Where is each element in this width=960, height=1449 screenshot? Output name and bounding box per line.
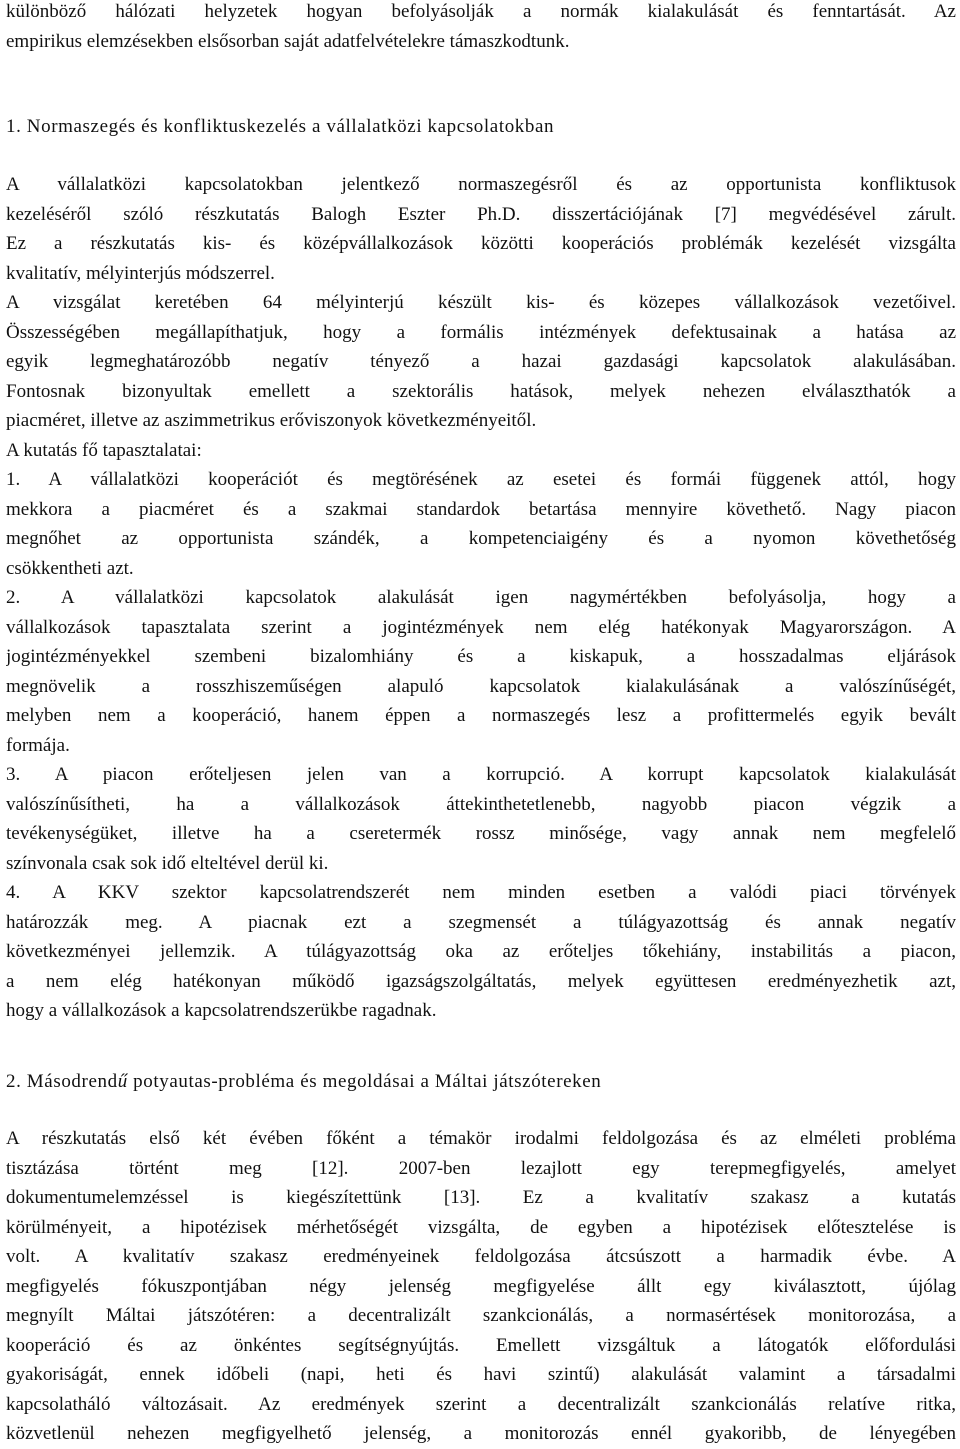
heading-text: potyautas-probléma és megoldásai a Máltai játszótereken [127, 1071, 602, 1092]
section-2-heading [6, 1067, 601, 1097]
text-line: kapcsolatháló változásait. Az eredmények szerint a decentralizált szankcionálás relatíve ritka, [6, 1393, 956, 1415]
text-line: megfigyelés fókuszpontjában négy jelenség megfigyelése állt egy kiválasztott, újólag [6, 1275, 956, 1297]
text-line: vállalkozások tapasztalata szerint a jogintézmények nem elég hatékonyak Magyarországon. A [6, 616, 956, 638]
text-line: Ez a részkutatás kis- és középvállalkozások közötti kooperációs problémák kezelését vizsgálta [6, 233, 956, 254]
text-line: megnőhet az opportunista szándék, a kompetenciaigény és a nyomon követhetőség [6, 528, 956, 549]
text-line: 4. A KKV szektor kapcsolatrendszerét nem minden esetben a valódi piaci törvények [6, 882, 956, 903]
text-line: 2. A vállalatközi kapcsolatok alakulását igen nagymértékben befolyásolja, hogy a [6, 587, 956, 608]
text-line: különböző hálózati helyzetek hogyan befolyásolják a normák kialakulását és fenntartását. Az [6, 1, 956, 22]
text-line: Fontosnak bizonyultak emellett a szektorális hatások, melyek nehezen elválaszthatók a [6, 380, 956, 402]
text-line: egyik legmeghatározóbb negatív tényező a hazai gazdasági kapcsolatok alakulásában. [6, 351, 956, 372]
section-1-body [6, 170, 956, 1026]
text-line: dokumentumelemzéssel is kiegészítettünk [13]. Ez a kvalitatív szakasz a kutatás [6, 1187, 956, 1208]
heading-text-italic: ű [117, 1071, 128, 1092]
text-line: A vállalatközi kapcsolatokban jelentkező normaszegésről és az opportunista konfliktusok [6, 174, 956, 195]
text-line: megnyílt Máltai játszótéren: a decentralizált szankcionálás, a normasértések monitorozása, a [6, 1305, 956, 1326]
text-line: A vizsgálat keretében 64 mélyinterjú készült kis- és közepes vállalkozások vezetőivel. [6, 292, 956, 313]
heading-text: 2. Másodrend [6, 1071, 118, 1092]
text-line: határozzák meg. A piacnak ezt a szegmensét a túlágyazottság és annak negatív [6, 911, 956, 933]
text-line: a nem elég hatékonyan működő igazságszolgáltatás, melyek együttesen eredményezhetik azt, [6, 970, 956, 992]
text-line: megnövelik a rosszhiszeműségen alapuló kapcsolatok kialakulásának a valószínűségét, [6, 675, 956, 697]
text-line: közvetlenül nehezen megfigyelhető jelenség, a monitorozás ennél gyakoribb, de lényegében [6, 1423, 956, 1444]
text-line: 3. A piacon erőteljesen jelen van a korrupció. A korrupt kapcsolatok kialakulását [6, 764, 956, 785]
text-line: körülményeit, a hipotézisek mérhetőségét vizsgálta, de egyben a hipotézisek előtesztelése is [6, 1216, 956, 1238]
text-line: valószínűsítheti, ha a vállalkozások áttekinthetetlenebb, nagyobb piacon végzik a [6, 793, 956, 815]
text-line: kvalitatív, mélyinterjús módszerrel. [6, 262, 275, 284]
text-line: hogy a vállalkozások a kapcsolatrendszerükbe ragadnak. [6, 1000, 437, 1021]
text-line: kezeléséről szóló részkutatás Balogh Eszter Ph.D. disszertációjának [7] megvédésével zárult. [6, 203, 956, 225]
text-line: jogintézményekkel szembeni bizalomhiány és a kiskapuk, a hosszadalmas eljárások [6, 646, 956, 667]
text-line: 1. A vállalatközi kooperációt és megtörésének az esetei és formái függenek attól, hogy [6, 469, 956, 490]
text-line: tisztázása történt meg [12]. 2007-ben lezajlott egy terepmegfigyelés, amelyet [6, 1157, 956, 1179]
text-line: piacméret, illetve az aszimmetrikus erőviszonyok következményeitől. [6, 410, 537, 431]
text-line: empirikus elemzésekben elsősorban saját adatfelvételekre támaszkodtunk. [6, 30, 570, 52]
text-line: mekkora a piacméret és a szakmai standardok betartása mennyire követhető. Nagy piacon [6, 498, 956, 520]
text-line: csökkentheti azt. [6, 557, 134, 579]
text-line: színvonala csak sok idő elteltével derül ki. [6, 852, 329, 874]
text-line: gyakoriságát, ennek időbeli (napi, heti és havi szintű) alakulását valamint a társadalmi [6, 1364, 956, 1385]
text-line: formája. [6, 734, 70, 756]
intro-paragraph [6, 0, 956, 56]
text-line: következményei jellemzik. A túlágyazottság oka az erőteljes tőkehiány, instabilitás a piacon, [6, 941, 956, 962]
text-line: A kutatás fő tapasztalatai: [6, 439, 202, 461]
text-line: tevékenységüket, illetve ha a cseretermék rossz minősége, vagy annak nem megfelelő [6, 823, 956, 844]
text-line: melyben nem a kooperáció, hanem éppen a normaszegés lesz a profittermelés egyik bevált [6, 705, 956, 726]
section-2-body [6, 1124, 956, 1449]
text-line: Összességében megállapíthatjuk, hogy a formális intézmények defektusainak a hatása az [6, 321, 956, 343]
text-line: kooperáció és az önkéntes segítségnyújtás. Emellett vizsgáltuk a látogatók előfordulási [6, 1334, 956, 1356]
text-line: A részkutatás első két évében főként a témakör irodalmi feldolgozása és az elméleti probléma [6, 1128, 956, 1149]
text-line: volt. A kvalitatív szakasz eredményeinek feldolgozása átcsúszott a harmadik évbe. A [6, 1246, 956, 1267]
section-1-heading: 1. Normaszegés és konfliktuskezelés a vállalatközi kapcsolatokban [6, 116, 555, 137]
